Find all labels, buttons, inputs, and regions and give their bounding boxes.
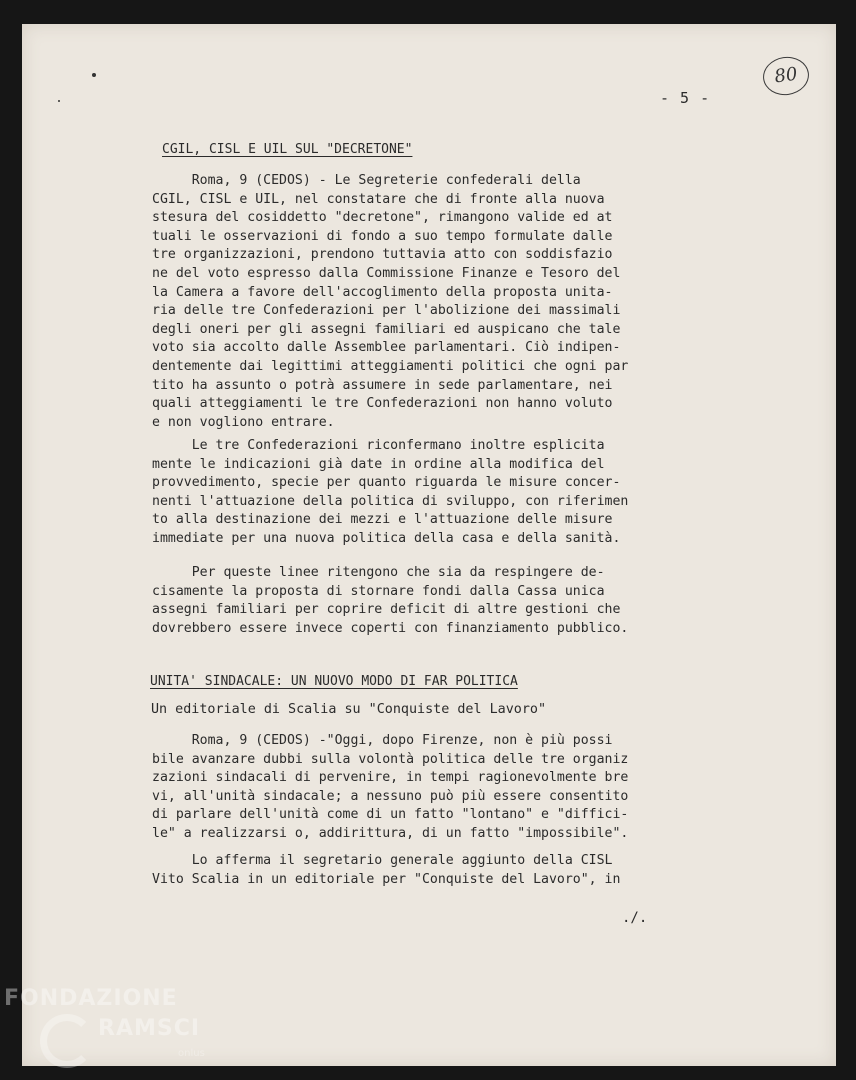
archive-number-circled: 80: [761, 54, 812, 98]
article2-subtitle: Un editoriale di Scalia su "Conquiste del Lavoro": [151, 702, 547, 717]
ink-speck: [58, 100, 60, 102]
article2-paragraph-1: Roma, 9 (CEDOS) -"Oggi, dopo Firenze, non è più possi bile avanzare dubbi sulla volontà politica delle tre organiz zazioni sindacali di pervenire, in tempi ragionevolmente bre vi, all'unità sindacale; a nessuno può più essere consentito di parlare dell'unità come di un fatto "lontano" e "diffici- le" a realizzarsi o, addirittura, di un fatto "impossibile".: [152, 733, 629, 841]
article1-paragraph-2: Le tre Confederazioni riconfermano inoltre esplicita mente le indicazioni già date in ordine alla modifica del provvedimento, specie per quanto riguarda le misure concer- nenti l'attuazione della politica di sviluppo, con riferimen to alla destinazione dei mezzi e l'attuazione delle misure immediate per una nuova politica della casa e della sanità.: [152, 438, 629, 546]
watermark-onlus: onlus: [178, 1048, 205, 1059]
watermark-g-ring-icon: [40, 1014, 94, 1068]
watermark-line-2: RAMSCI: [98, 1016, 201, 1041]
article1-paragraph-1: Roma, 9 (CEDOS) - Le Segreterie confederali della CGIL, CISL e UIL, nel constatare che di fronte alla nuova stesura del cosiddetto "decretone", rimangono valide ed at tuali le osservazioni di fondo a suo tempo formulate dalle tre organizzazioni, prendono tuttavia atto con soddisfazio ne del voto espresso dalla Commissione Finanze e Tesoro del la Camera a favore dell'accoglimento della proposta unita- ria delle tre Confederazioni per l'abolizione dei massimali degli oneri per gli assegni familiari ed auspicano che tale voto sia accolto dalle Assemblee parlamentari. Ciò indipen- dentemente dai legittimi atteggiamenti politici che ogni par tito ha assunto o potrà assumere in sede parlamentare, nei quali atteggiamenti le tre Confederazioni non hanno voluto e non vogliono entrare.: [152, 173, 629, 430]
article2-heading: UNITA' SINDACALE: UN NUOVO MODO DI FAR POLITICA: [150, 674, 518, 689]
continuation-mark: ./.: [622, 910, 648, 926]
article1-heading: CGIL, CISL E UIL SUL "DECRETONE": [162, 142, 413, 157]
page-number: - 5 -: [660, 89, 711, 107]
article2-paragraph-2: Lo afferma il segretario generale aggiunto della CISL Vito Scalia in un editoriale per "Conquiste del Lavoro", in: [152, 853, 621, 887]
watermark-line-1: FONDAZIONE: [4, 986, 178, 1011]
article1-paragraph-3: Per queste linee ritengono che sia da respingere de- cisamente la proposta di stornare fondi dalla Cassa unica assegni familiari per coprire deficit di altre gestioni che dovrebbero essere invece coperti con finanziamento pubblico.: [152, 565, 629, 636]
fondazione-gramsci-watermark: [4, 986, 214, 1074]
ink-speck: [92, 73, 96, 77]
